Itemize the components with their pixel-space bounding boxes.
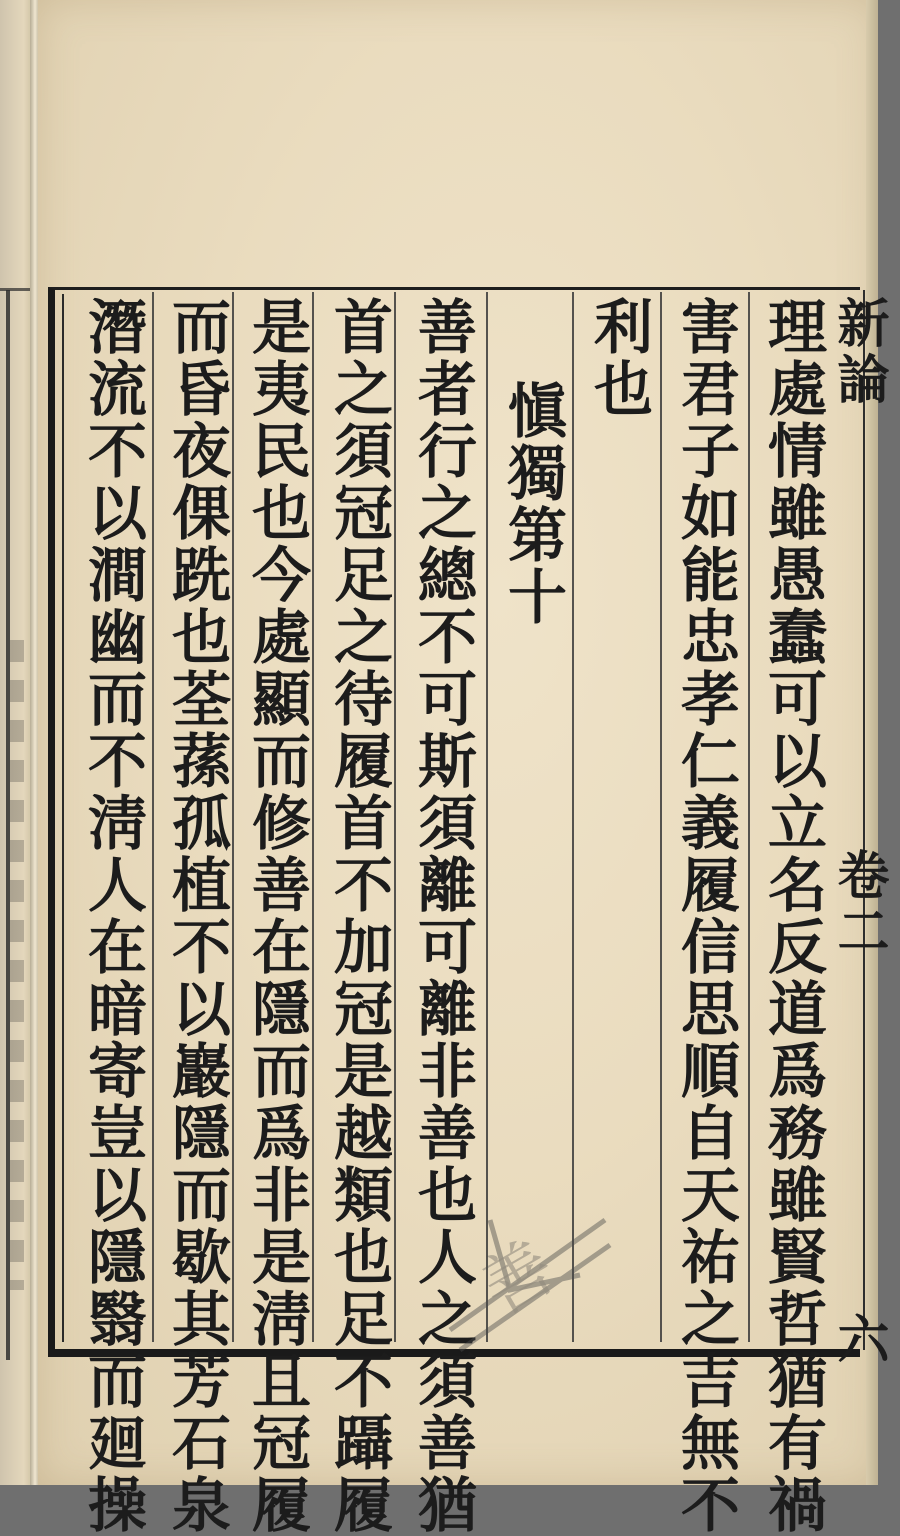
text-column-1: 理處情雖愚蠢可以立名反道爲務雖賢哲猶有禍 <box>758 296 827 1536</box>
column-rule <box>660 292 662 1342</box>
page-header <box>828 296 889 1364</box>
collector-seal <box>430 1180 620 1370</box>
text-column-5: 善者行之總不可斯須離可離非善也人之須善猶 <box>408 296 477 1536</box>
text-column-2: 害君子如能忠孝仁義履信思順自天祐之吉無不 <box>671 296 740 1536</box>
column-rule <box>394 292 396 1342</box>
adjacent-page-text-traces <box>10 640 24 1290</box>
chapter-label: 卷二 <box>828 848 889 960</box>
column-rule <box>152 292 154 1342</box>
page-number: 六 <box>828 1312 889 1364</box>
text-column-9: 潛流不以澗幽而不淸人在暗寄豈以隱翳而廻操 <box>78 296 147 1536</box>
text-column-7: 是夷民也今處顯而修善在隱而爲非是淸且冠履 <box>242 296 311 1536</box>
frame-inner-line <box>62 294 64 1342</box>
book-title: 新論 <box>828 296 889 408</box>
column-rule <box>232 292 234 1342</box>
seal-character: 善 <box>467 1224 569 1331</box>
column-rule <box>312 292 314 1342</box>
text-column-6: 首之須冠足之待履首不加冠是越類也足不躡履 <box>324 296 393 1536</box>
column-rule <box>748 292 750 1342</box>
text-column-8: 而昏夜倮跣也荃蓀孤植不以巖隱而歇其芳石泉 <box>162 296 231 1536</box>
adjacent-page-top-line <box>0 288 32 291</box>
text-column-3: 利也 <box>584 296 653 420</box>
chapter-heading: 愼獨第十 <box>498 380 567 628</box>
